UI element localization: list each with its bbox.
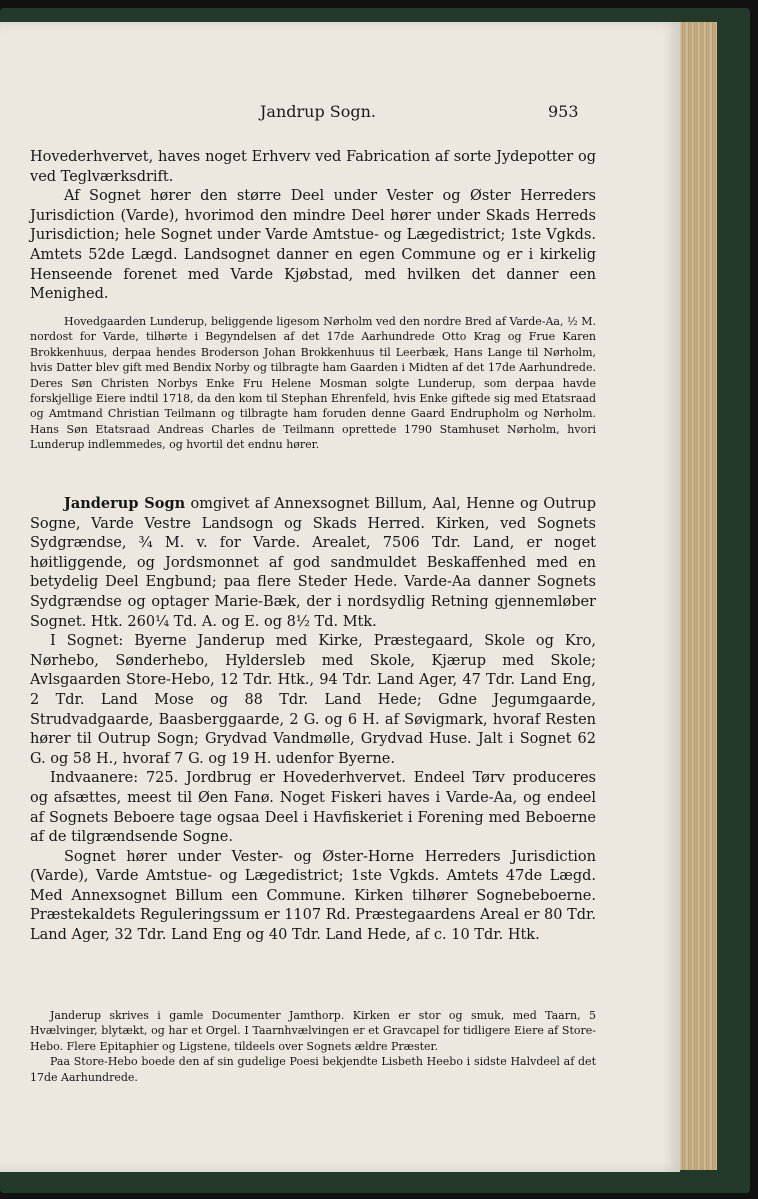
janderup-paragraph-4: Sognet hører under Vester- og Øster-Horne Herreders Jurisdiction (Varde), Varde Amtstue- og Lægedistrict; 1ste Vgkds. Amtets 47de Lægd. Med Annexsognet Billum een Commune. Kirken tilhører Sognebeboerne. Præstekaldets Reguleringssum er 1107 Rd. Præstegaardens Areal er 80 Tdr. Land Ager, 32 Tdr. Land Eng og 40 Tdr. Land Hede, af c. 10 Tdr. Htk.	[30, 848, 597, 944]
intro-paragraph-1: Hovederhvervet, haves noget Erhverv ved Fabrication af sorte Jydepotter og ved Teglværksdrift.	[30, 149, 596, 185]
janderup-paragraph-1	[30, 494, 596, 632]
janderup-paragraph-1-text: omgivet af Annexsognet Billum, Aal, Henne og Outrup Sogne, Varde Vestre Landsogn og Skads Herred. Kirken, ved Sognets Sydgrændse, ¾ M. v. for Varde. Arealet, 7506 Tdr. Land, er noget høitliggende, og Jordsmonnet af god sandmuldet Beskaffenhed med en betydelig Deel Engbund; paa flere Steder Hede. Varde-Aa danner Sognets Sydgrændse og optager Marie-Bæk, der i nordsydlig Retning gjennemløber Sognet. Htk. 260¼ Td. A. og E. og 8½ Td. Mtk.	[30, 496, 596, 630]
intro-block	[30, 148, 596, 305]
book-page	[0, 22, 680, 1172]
footnote-janderup-text-2: Paa Store-Hebo boede den af sin gudelige Poesi bekjendte Lisbeth Heebo i sidste Halvdeel af det 17de Aarhundrede.	[30, 1055, 596, 1084]
footnote-lunderup	[30, 314, 596, 453]
janderup-paragraph-2: I Sognet: Byerne Janderup med Kirke, Præstegaard, Skole og Kro, Nørhebo, Sønderhebo, Hyldersleb med Skole, Kjærup med Skole; Avlsgaarden Store-Hebo, 12 Tdr. Htk., 94 Tdr. Land Ager, 47 Tdr. Land Eng, 2 Tdr. Land Mose og 88 Tdr. Land Hede; Gdne Jegumgaarde, Strudvadgaarde, Baasberggaarde, 2 G. og 6 H. af Søvigmark, hvoraf Resten hører til Outrup Sogn; Grydvad Vandmølle, Grydvad Huse. Jalt i Sognet 62 G. og 58 H., hvoraf 7 G. og 19 H. udenfor Byerne.	[30, 633, 596, 767]
footnote-janderup-text-1: Janderup skrives i gamle Documenter Jamthorp. Kirken er stor og smuk, med Taarn, 5 Hvælvinger, blytækt, og har et Orgel. I Taarnhvælvingen er et Gravcapel for tidligere Eiere af Store-Hebo. Flere Epitaphier og Ligstene, tildeels over Sognets ældre Præster.	[30, 1009, 596, 1053]
intro-paragraph-2: Af Sognet hører den større Deel under Vester og Øster Herreders Jurisdiction (Varde), hvorimod den mindre Deel hører under Skads Herreds Jurisdiction; hele Sognet under Varde Amtstue- og Lægedistrict; 1ste Vgkds. Amtets 52de Lægd. Landsognet danner en egen Commune og er i kirkelig Henseende forenet med Varde Kjøbstad, med hvilken det danner een Menighed.	[30, 188, 596, 303]
running-header	[0, 102, 680, 126]
section-heading: Janderup Sogn	[64, 495, 186, 512]
janderup-paragraph-3: Indvaanere: 725. Jordbrug er Hovederhvervet. Endeel Tørv produceres og afsættes, meest til Øen Fanø. Noget Fiskeri haves i Varde-Aa, og endeel af Sognets Beboere tage ogsaa Deel i Havfiskeriet i Forening med Beboerne af de tilgrændsende Sogne.	[30, 770, 596, 846]
footnote-janderup	[30, 1008, 596, 1085]
footnote-lunderup-text: Hovedgaarden Lunderup, beliggende ligesom Nørholm ved den nordre Bred af Varde-Aa, ½ M. nordost for Varde, tilhørte i Begyndelsen af det 17de Aarhundrede Otto Krag og Frue Karen Brokkenhuus, derpaa hendes Broderson Johan Brokkenhuus til Leerbæk, Hans Lange til Nørholm, hvis Datter blev gift med Bendix Norby og tilbragte ham Gaarden i Midten af det 17de Aarhundrede. Deres Søn Christen Norbys Enke Fru Helene Mosman solgte Lunderup, som derpaa havde forskjellige Eiere indtil 1718, da den kom til Stephan Ehrenfeld, hvis Enke giftede sig med Etatsraad og Amtmand Christian Teilmann og tilbragte ham foruden denne Gaard Endrupholm og Nørholm. Hans Søn Etatsraad Andreas Charles de Teilmann oprettede 1790 Stamhuset Nørholm, hvori Lunderup indlemmedes, og hvortil det endnu hører.	[30, 315, 596, 452]
running-title: Jandrup Sogn.	[260, 102, 377, 121]
janderup-section	[30, 494, 596, 946]
page-number: 953	[548, 102, 579, 121]
page-edges	[676, 22, 717, 1170]
